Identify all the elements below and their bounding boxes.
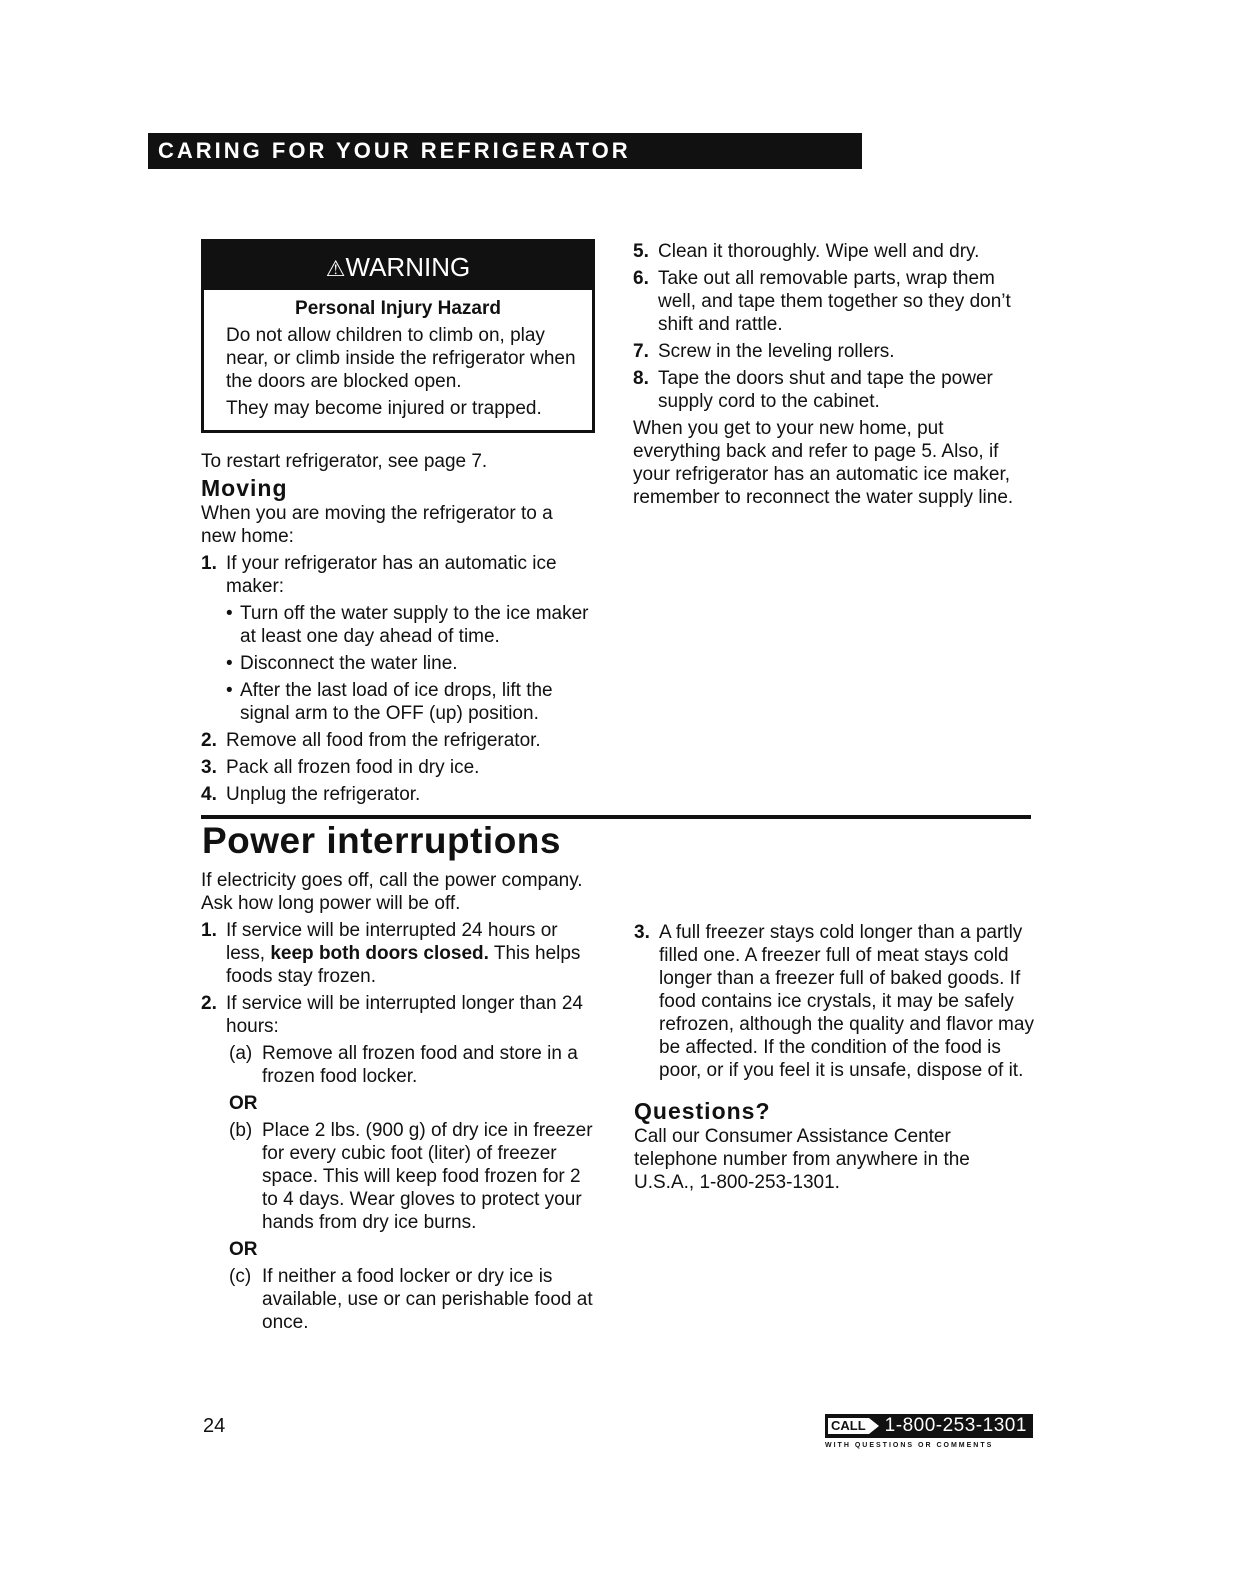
power-heading: Power interruptions: [202, 820, 561, 861]
moving-step-5: 5. Clean it thoroughly. Wipe well and dry.: [633, 241, 980, 262]
or-label: OR: [229, 1093, 258, 1114]
arrow-right-icon: [869, 1418, 879, 1434]
call-tagline: WITH QUESTIONS OR COMMENTS: [825, 1442, 994, 1449]
moving-intro: When you are moving the refrigerator to a new home:: [201, 503, 553, 547]
power-step-1-emphasis: keep both doors closed.: [270, 943, 489, 964]
option-c: (c) If neither a food locker or dry ice is available, use or can perishable food at once.: [229, 1266, 593, 1333]
moving-step-6: 6. Take out all removable parts, wrap them well, and tape them together so they don’t shift and rattle.: [633, 268, 1011, 335]
or-label: OR: [229, 1239, 258, 1260]
warning-label: WARNING: [345, 252, 471, 282]
bullet-icon: •: [226, 653, 233, 674]
power-step-3: 3. A full freezer stays cold longer than a partly filled one. A freezer full of meat stays cold longer than a freezer full of baked goods. If food contains ice crystals, it may be safely refrozen, although the quality and flavor may be affected. If the condition of the food is poor, or if you feel it is unsafe, dispose of it.: [634, 922, 1034, 1081]
moving-step-8: 8. Tape the doors shut and tape the power supply cord to the cabinet.: [633, 368, 993, 412]
bullet-item: • After the last load of ice drops, lift the signal arm to the OFF (up) position.: [226, 680, 553, 724]
power-step-2-options: [201, 1042, 601, 1334]
page-number: 24: [203, 1415, 226, 1437]
moving-closing: When you get to your new home, put everything back and refer to page 5. Also, if your refrigerator has an automatic ice maker, remember to reconnect the water supply line.: [633, 418, 1014, 508]
moving-right-column: [633, 240, 1033, 509]
moving-step-1: 1. If your refrigerator has an automatic ice maker:: [201, 553, 557, 597]
warning-line-1: Do not allow children to climb on, play near, or climb inside the refrigerator when the doors are blocked open.: [226, 325, 576, 392]
call-phone-number: 1-800-253-1301: [884, 1415, 1027, 1436]
moving-step-7: 7. Screw in the leveling rollers.: [633, 341, 895, 362]
restart-note: To restart refrigerator, see page 7.: [201, 451, 488, 472]
warning-box: [201, 239, 595, 433]
questions-text: Call our Consumer Assistance Center telephone number from anywhere in the U.S.A., 1-800-253-1301.: [634, 1126, 970, 1193]
warning-line-2: They may become injured or trapped.: [226, 398, 542, 419]
bullet-icon: •: [226, 603, 233, 624]
questions-heading: Questions?: [634, 1098, 771, 1124]
section-title: CARING FOR YOUR REFRIGERATOR: [158, 138, 631, 163]
call-word: CALL: [828, 1418, 869, 1434]
moving-step-2: 2. Remove all food from the refrigerator.: [201, 730, 541, 751]
power-right-column: [634, 921, 1034, 1194]
bullet-icon: •: [226, 680, 233, 701]
warning-text: [204, 320, 592, 420]
option-b: (b) Place 2 lbs. (900 g) of dry ice in freezer for every cubic foot (liter) of freezer space. This will keep food frozen for 2 to 4 days. Wear gloves to protect your hands from dry ice burns.: [229, 1120, 593, 1233]
moving-left-column: [201, 450, 591, 810]
warning-title: Personal Injury Hazard: [295, 298, 501, 319]
bullet-item: • Disconnect the water line.: [226, 653, 458, 674]
moving-step-1-bullets: [201, 602, 591, 725]
warning-triangle-icon: ⚠: [325, 256, 346, 281]
warning-header: [204, 242, 592, 290]
power-step-2: 2. If service will be interrupted longer than 24 hours:: [201, 993, 583, 1037]
moving-step-4: 4. Unplug the refrigerator.: [201, 784, 421, 805]
moving-step-3: 3. Pack all frozen food in dry ice.: [201, 757, 480, 778]
power-step-1: 1. If service will be interrupted 24 hours or less, keep both doors closed. This helps foods stay frozen.: [201, 920, 581, 987]
power-left-column: [201, 869, 601, 1338]
moving-step-1-text: If your refrigerator has an automatic ice maker:: [226, 553, 557, 597]
bullet-item: • Turn off the water supply to the ice maker at least one day ahead of time.: [226, 603, 589, 647]
section-divider: [201, 815, 1031, 819]
option-a: (a) Remove all frozen food and store in a frozen food locker.: [229, 1043, 578, 1087]
moving-heading: Moving: [201, 475, 288, 501]
call-badge: [825, 1414, 1033, 1438]
section-title-bar: [148, 133, 862, 169]
power-intro: If electricity goes off, call the power company. Ask how long power will be off.: [201, 870, 583, 914]
